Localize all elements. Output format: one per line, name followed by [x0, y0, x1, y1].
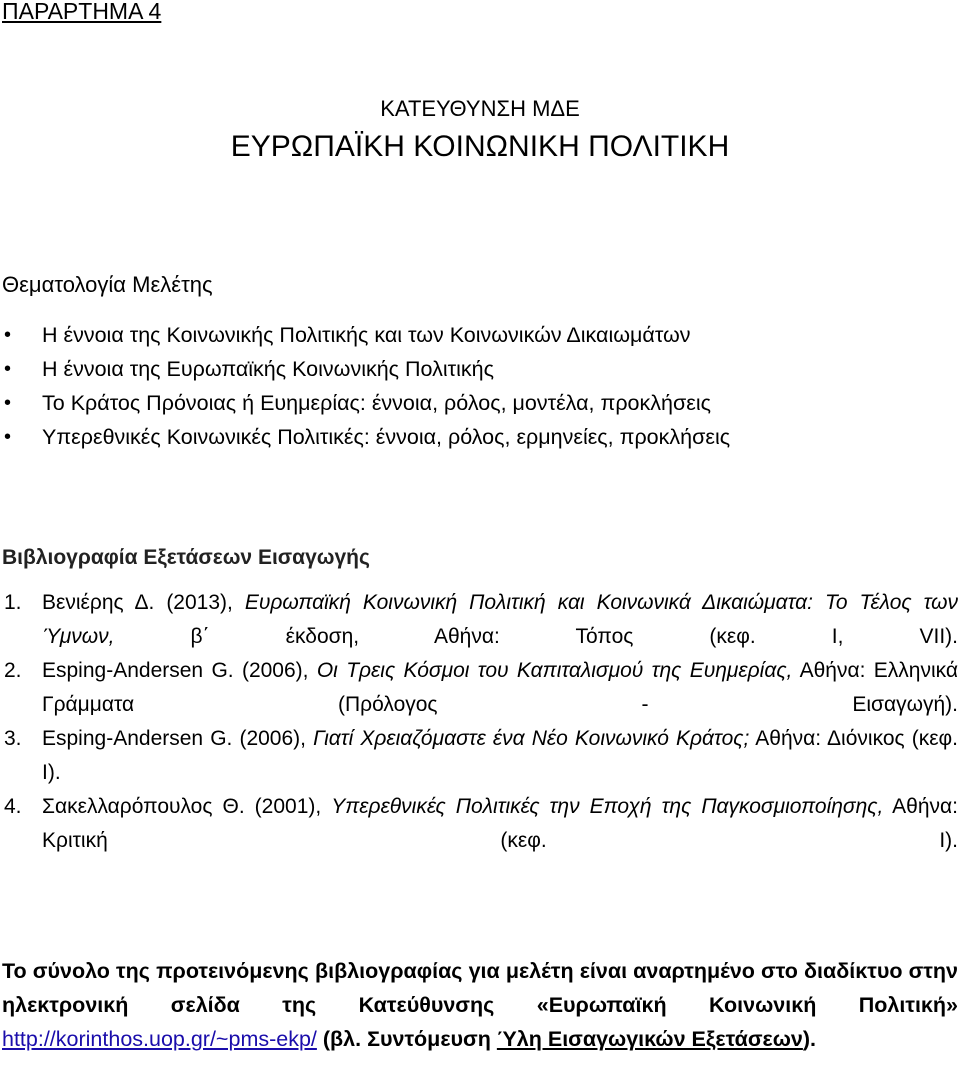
- topics-heading: Θεματολογία Μελέτης: [2, 272, 213, 297]
- reference-number: 1.: [4, 591, 22, 614]
- reference-details: Αθήνα: Διόνικος (κεφ. I).: [42, 727, 959, 784]
- course-title: ΕΥΡΩΠΑΪΚΗ ΚΟΙΝΩΝΙΚΗ ΠΟΛΙΤΙΚΗ: [230, 130, 730, 163]
- topic-text: Η έννοια της Ευρωπαϊκής Κοινωνικής Πολιτικής: [42, 357, 494, 381]
- note-after-link: (βλ. Συντόμευση: [316, 1027, 497, 1051]
- reference-number: 2.: [4, 659, 22, 682]
- reference-details: β΄ έκδοση, Αθήνα: Τόπος (κεφ. I, VII).: [114, 625, 958, 648]
- list-item: [0, 386, 730, 420]
- bullet-icon: •: [4, 426, 12, 448]
- shortcut-label: Ύλη Εισαγωγικών Εξετάσεων: [496, 1027, 803, 1051]
- reference-title: Οι Τρεις Κόσμοι του Καπιταλισμού της Ευημερίας,: [316, 659, 793, 682]
- appendix-label: ΠΑΡΑΡΤΗΜΑ 4: [2, 0, 162, 24]
- reference-number: 3.: [4, 727, 22, 750]
- reference-title: Υπερεθνικές Πολιτικές την Εποχή της Παγκοσμιοποίησης,: [331, 795, 884, 818]
- reference-item: [0, 586, 958, 654]
- reference-item: [0, 654, 958, 722]
- list-item: [0, 352, 730, 386]
- topic-text: Η έννοια της Κοινωνικής Πολιτικής και των Κοινωνικών Δικαιωμάτων: [42, 323, 691, 347]
- program-website-link[interactable]: http://korinthos.uop.gr/~pms-ekp/: [2, 1027, 317, 1051]
- reference-author: Esping-Andersen G. (2006),: [42, 659, 317, 682]
- reference-item: [0, 790, 958, 858]
- bibliography-heading: Βιβλιογραφία Εξετάσεων Εισαγωγής: [2, 546, 370, 569]
- direction-title: ΚΑΤΕΥΘΥΝΣΗ ΜΔΕ: [380, 96, 580, 121]
- list-item: [0, 318, 730, 352]
- note-end: ).: [802, 1027, 817, 1051]
- reference-author: Βενιέρης Δ. (2013),: [42, 591, 245, 614]
- bibliography-note: [2, 954, 958, 1056]
- bullet-icon: •: [4, 392, 12, 414]
- reference-title: Γιατί Χρειαζόμαστε ένα Νέο Κοινωνικό Κράτος;: [313, 727, 750, 750]
- reference-details: Αθήνα: Ελληνικά Γράμματα (Πρόλογος - Εισαγωγή).: [42, 659, 958, 716]
- reference-item: [0, 722, 958, 790]
- bibliography-list: [0, 586, 958, 858]
- bullet-icon: •: [4, 358, 12, 380]
- list-item: [0, 420, 730, 454]
- reference-author: Esping-Andersen G. (2006),: [42, 727, 314, 750]
- topic-text: Το Κράτος Πρόνοιας ή Ευημερίας: έννοια, ρόλος, μοντέλα, προκλήσεις: [42, 391, 711, 415]
- reference-number: 4.: [4, 795, 22, 818]
- topic-text: Υπερεθνικές Κοινωνικές Πολιτικές: έννοια, ρόλος, ερμηνείες, προκλήσεις: [42, 425, 731, 449]
- bullet-icon: •: [4, 324, 12, 346]
- topics-list: [0, 318, 730, 454]
- reference-title: Ευρωπαϊκή Κοινωνική Πολιτική και Κοινωνικά Δικαιώματα: Το Τέλος των Ύμνων,: [42, 591, 958, 648]
- reference-details: Αθήνα: Κριτική (κεφ. I).: [42, 795, 958, 852]
- reference-author: Σακελλαρόπουλος Θ. (2001),: [42, 795, 332, 818]
- note-text: Το σύνολο της προτεινόμενης βιβλιογραφίας για μελέτη είναι αναρτημένο στο διαδίκτυο στην ηλεκτρονική σελίδα της Κατεύθυνσης «Ευρωπαϊκή Κοινωνική Πολιτική»: [2, 959, 958, 1017]
